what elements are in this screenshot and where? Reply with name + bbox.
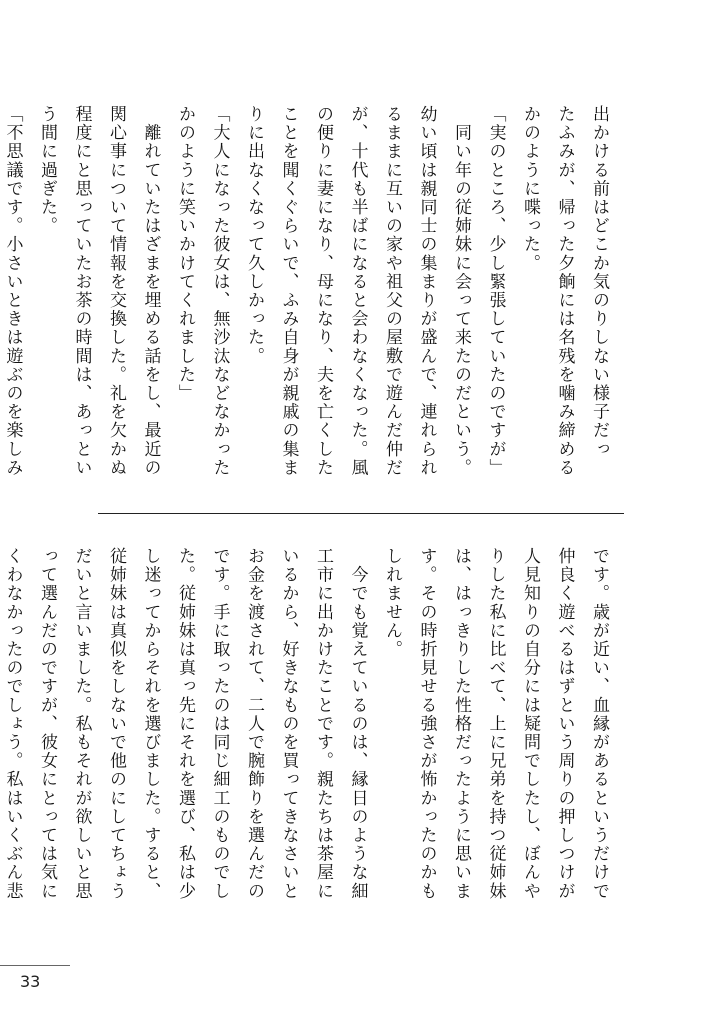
text-column: 幼い頃は親同士の集まりが盛んで、連れられ bbox=[416, 105, 437, 477]
text-column: しれません。 bbox=[382, 547, 402, 659]
text-column: 今でも覚えているのは、縁日のような細 bbox=[347, 547, 368, 901]
text-column: 出かける前はどこか気のりしない様子だっ bbox=[589, 105, 609, 459]
text-column: お金を渡されて、二人で腕飾りを選んだの bbox=[244, 547, 264, 901]
text-column: た。従姉妹は真っ先にそれを選び、私は少 bbox=[175, 547, 195, 901]
text-column: 程度にと思っていたお茶の時間は、あっとい bbox=[71, 105, 92, 477]
text-column: 「大人になった彼女は、無沙汰などなかった bbox=[209, 105, 230, 477]
text-column: です。歳が近い、血縁があるというだけで bbox=[589, 547, 609, 901]
text-column: かのように喋った。 bbox=[520, 105, 540, 273]
text-column: りに出なくなって久しかった。 bbox=[244, 105, 264, 366]
text-column: 離れていたはざまを埋める話をし、最近の bbox=[140, 105, 161, 477]
text-column: 「不思議です。小さいときは遊ぶのを楽しみ bbox=[2, 105, 23, 477]
text-column: し迷ってからそれを選びました。すると、 bbox=[140, 547, 161, 901]
text-column: 工市に出かけたことです。親たちは茶屋に bbox=[313, 547, 333, 901]
text-column: 関心事について情報を交換した。礼を欠かぬ bbox=[106, 105, 126, 477]
page-number: 33 bbox=[20, 972, 41, 991]
text-column: 「実のところ、少し緊張していたのですが」 bbox=[485, 105, 506, 477]
text-column: う間に過ぎた。 bbox=[37, 105, 57, 236]
text-column: ことを聞くぐらいで、ふみ自身が親戚の集ま bbox=[278, 105, 299, 477]
text-column: かのように笑いかけてくれました」 bbox=[175, 105, 195, 403]
text-column: るままに互いの家や祖父の屋敷で遊んだ仲だ bbox=[382, 105, 402, 477]
top-text-block bbox=[2, 105, 616, 490]
section-divider bbox=[98, 513, 624, 514]
text-column: 仲良く遊べるはずという周りの押しつけが bbox=[554, 547, 575, 901]
text-column: の便りに妻になり、母になり、夫を亡くした bbox=[313, 105, 333, 477]
text-column: って選んだのですが、彼女にとっては気に bbox=[37, 547, 57, 901]
bottom-text-block bbox=[2, 547, 616, 932]
text-column: は、はっきりした性格だったように思いま bbox=[451, 547, 471, 901]
text-column: 人見知りの自分には疑問でしたし、ぼんや bbox=[520, 547, 540, 901]
text-column: りした私に比べて、上に兄弟を持つ従姉妹 bbox=[485, 547, 506, 901]
text-column: 同い年の従姉妹に会って来たのだという。 bbox=[451, 105, 471, 477]
text-column: が、十代も半ばになると会わなくなった。風 bbox=[347, 105, 368, 477]
text-column: だいと言いました。私もそれが欲しいと思 bbox=[71, 547, 92, 901]
text-column: す。その時折見せる強さが怖かったのかも bbox=[416, 547, 437, 901]
text-column: 従姉妹は真似をしないで他のにしてちょう bbox=[106, 547, 126, 901]
text-column: くわなかったのでしょう。私はいくぶん悲 bbox=[2, 547, 23, 901]
page-number-rule bbox=[0, 965, 70, 966]
text-column: です。手に取ったのは同じ細工のものでし bbox=[209, 547, 230, 901]
text-column: いるから、好きなものを買ってきなさいと bbox=[278, 547, 299, 901]
text-column: たふみが、帰った夕餉には名残を噛み締める bbox=[554, 105, 575, 477]
